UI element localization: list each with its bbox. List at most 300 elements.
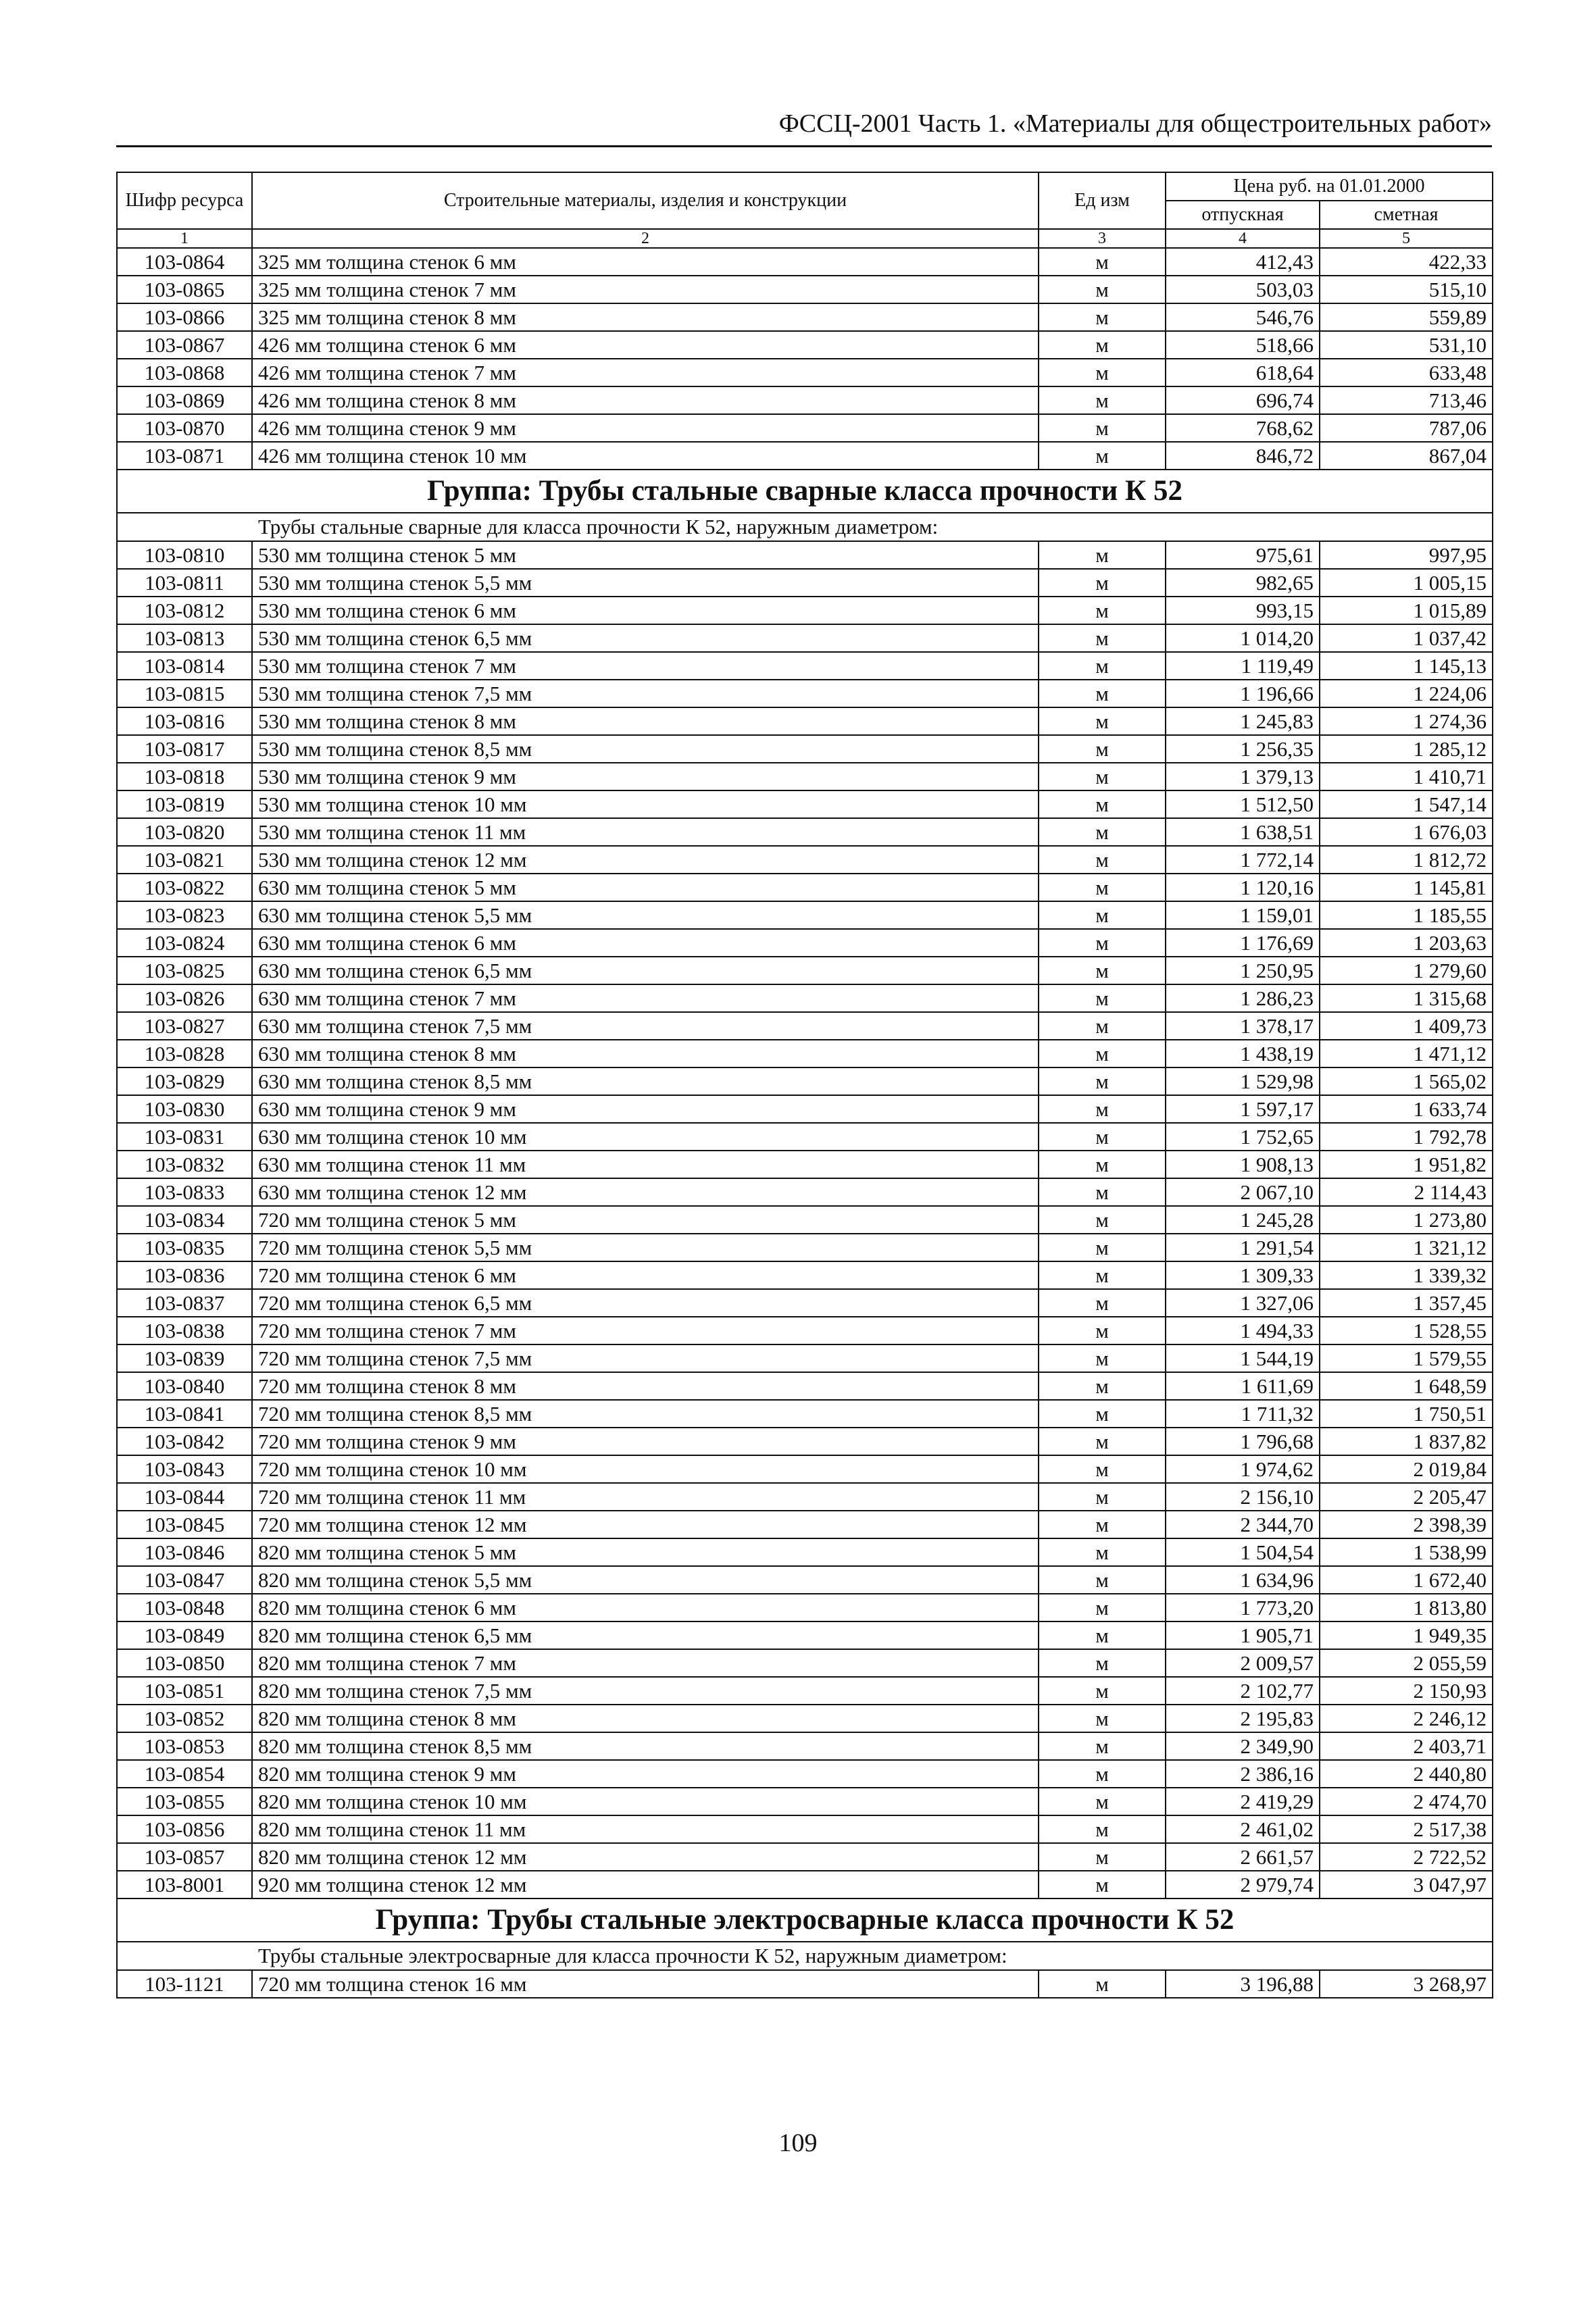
- unit: м: [1039, 303, 1166, 331]
- release-price: 1 772,14: [1166, 846, 1320, 874]
- resource-code: 103-0855: [117, 1788, 252, 1815]
- release-price: 1 597,17: [1166, 1095, 1320, 1123]
- release-price: 982,65: [1166, 569, 1320, 597]
- table-row: [117, 1317, 1493, 1344]
- estimate-price: 1 410,71: [1320, 763, 1493, 790]
- material-name: 820 мм толщина стенок 9 мм: [252, 1760, 1039, 1788]
- estimate-price: 1 792,78: [1320, 1123, 1493, 1151]
- table-row: [117, 1178, 1493, 1206]
- release-price: 846,72: [1166, 442, 1320, 470]
- material-name: 720 мм толщина стенок 8,5 мм: [252, 1400, 1039, 1428]
- resource-code: 103-0865: [117, 276, 252, 303]
- release-price: 1 544,19: [1166, 1344, 1320, 1372]
- unit: м: [1039, 442, 1166, 470]
- material-name: 720 мм толщина стенок 12 мм: [252, 1511, 1039, 1538]
- resource-code: 103-0870: [117, 414, 252, 442]
- release-price: 1 327,06: [1166, 1289, 1320, 1317]
- unit: м: [1039, 1317, 1166, 1344]
- release-price: 1 711,32: [1166, 1400, 1320, 1428]
- table-row: [117, 735, 1493, 763]
- material-name: 530 мм толщина стенок 8 мм: [252, 707, 1039, 735]
- estimate-price: 1 538,99: [1320, 1538, 1493, 1566]
- unit: м: [1039, 1040, 1166, 1067]
- release-price: 1 905,71: [1166, 1621, 1320, 1649]
- unit: м: [1039, 1206, 1166, 1234]
- estimate-price: 867,04: [1320, 442, 1493, 470]
- resource-code: 103-0840: [117, 1372, 252, 1400]
- resource-code: 103-0847: [117, 1566, 252, 1594]
- resource-code: 103-0849: [117, 1621, 252, 1649]
- page-number: 109: [778, 2129, 818, 2157]
- unit: м: [1039, 1067, 1166, 1095]
- material-name: 530 мм толщина стенок 12 мм: [252, 846, 1039, 874]
- material-name: 720 мм толщина стенок 9 мм: [252, 1428, 1039, 1455]
- header-rule: [116, 145, 1492, 147]
- unit: м: [1039, 331, 1166, 359]
- table-row: [117, 359, 1493, 386]
- resource-code: 103-0866: [117, 303, 252, 331]
- resource-code: 103-0846: [117, 1538, 252, 1566]
- release-price: 1 504,54: [1166, 1538, 1320, 1566]
- unit: м: [1039, 1815, 1166, 1843]
- unit: м: [1039, 1289, 1166, 1317]
- unit: м: [1039, 1234, 1166, 1261]
- material-name: 530 мм толщина стенок 9 мм: [252, 763, 1039, 790]
- table-row: [117, 1344, 1493, 1372]
- release-price: 1 256,35: [1166, 735, 1320, 763]
- material-name: 720 мм толщина стенок 7,5 мм: [252, 1344, 1039, 1372]
- table-row: [117, 1970, 1493, 1998]
- estimate-price: 531,10: [1320, 331, 1493, 359]
- material-name: 820 мм толщина стенок 5,5 мм: [252, 1566, 1039, 1594]
- table-row: [117, 957, 1493, 984]
- material-name: 720 мм толщина стенок 5,5 мм: [252, 1234, 1039, 1261]
- material-name: 630 мм толщина стенок 10 мм: [252, 1123, 1039, 1151]
- estimate-price: 1 528,55: [1320, 1317, 1493, 1344]
- material-name: 630 мм толщина стенок 11 мм: [252, 1151, 1039, 1178]
- release-price: 1 611,69: [1166, 1372, 1320, 1400]
- material-name: 325 мм толщина стенок 8 мм: [252, 303, 1039, 331]
- estimate-price: 1 285,12: [1320, 735, 1493, 763]
- estimate-price: 1 837,82: [1320, 1428, 1493, 1455]
- estimate-price: 1 185,55: [1320, 901, 1493, 929]
- release-price: 696,74: [1166, 386, 1320, 414]
- resource-code: 103-0848: [117, 1594, 252, 1621]
- resource-code: 103-0819: [117, 790, 252, 818]
- release-price: 1 196,66: [1166, 680, 1320, 707]
- resource-code: 103-0837: [117, 1289, 252, 1317]
- table-row: [117, 1123, 1493, 1151]
- release-price: 768,62: [1166, 414, 1320, 442]
- material-name: 630 мм толщина стенок 8,5 мм: [252, 1067, 1039, 1095]
- resource-code: 103-0833: [117, 1178, 252, 1206]
- resource-code: 103-0838: [117, 1317, 252, 1344]
- resource-code: 103-0822: [117, 874, 252, 901]
- material-name: 820 мм толщина стенок 6,5 мм: [252, 1621, 1039, 1649]
- release-price: 518,66: [1166, 331, 1320, 359]
- table-row: [117, 1871, 1493, 1898]
- estimate-price: 1 015,89: [1320, 597, 1493, 624]
- resource-code: 103-0841: [117, 1400, 252, 1428]
- unit: м: [1039, 1511, 1166, 1538]
- table-body: [117, 248, 1493, 1998]
- release-price: 1 529,98: [1166, 1067, 1320, 1095]
- release-price: 1 378,17: [1166, 1012, 1320, 1040]
- release-price: 1 159,01: [1166, 901, 1320, 929]
- material-name: 720 мм толщина стенок 11 мм: [252, 1483, 1039, 1511]
- estimate-price: 2 722,52: [1320, 1843, 1493, 1871]
- estimate-price: 1 648,59: [1320, 1372, 1493, 1400]
- unit: м: [1039, 1566, 1166, 1594]
- table-row: [117, 1538, 1493, 1566]
- table-row: [117, 1372, 1493, 1400]
- unit: м: [1039, 1970, 1166, 1998]
- table-row: [117, 874, 1493, 901]
- unit: м: [1039, 1428, 1166, 1455]
- unit: м: [1039, 1705, 1166, 1732]
- table-row: [117, 1095, 1493, 1123]
- resource-code: 103-0854: [117, 1760, 252, 1788]
- material-name: 720 мм толщина стенок 10 мм: [252, 1455, 1039, 1483]
- unit: м: [1039, 1095, 1166, 1123]
- estimate-price: 1 409,73: [1320, 1012, 1493, 1040]
- release-price: 503,03: [1166, 276, 1320, 303]
- unit: м: [1039, 1372, 1166, 1400]
- material-name: 720 мм толщина стенок 7 мм: [252, 1317, 1039, 1344]
- unit: м: [1039, 1677, 1166, 1705]
- unit: м: [1039, 1400, 1166, 1428]
- unit: м: [1039, 1732, 1166, 1760]
- col-number: 3: [1039, 229, 1166, 248]
- estimate-price: 1 339,32: [1320, 1261, 1493, 1289]
- resource-code: 103-0820: [117, 818, 252, 846]
- page-header: ФССЦ-2001 Часть 1. «Материалы для общестроительных работ»: [778, 109, 1492, 138]
- material-name: 720 мм толщина стенок 5 мм: [252, 1206, 1039, 1234]
- release-price: 2 009,57: [1166, 1649, 1320, 1677]
- estimate-price: 2 398,39: [1320, 1511, 1493, 1538]
- release-price: 2 461,02: [1166, 1815, 1320, 1843]
- resource-code: 103-0843: [117, 1455, 252, 1483]
- group-description: Трубы стальные сварные для класса прочности К 52, наружным диаметром:: [117, 513, 1493, 541]
- table-row: [117, 1455, 1493, 1483]
- unit: м: [1039, 680, 1166, 707]
- table-row: [117, 1234, 1493, 1261]
- resource-code: 103-0856: [117, 1815, 252, 1843]
- material-name: 630 мм толщина стенок 12 мм: [252, 1178, 1039, 1206]
- resource-code: 103-0824: [117, 929, 252, 957]
- resource-code: 103-0845: [117, 1511, 252, 1538]
- material-name: 325 мм толщина стенок 7 мм: [252, 276, 1039, 303]
- unit: м: [1039, 1178, 1166, 1206]
- resource-code: 103-0836: [117, 1261, 252, 1289]
- resource-code: 103-0868: [117, 359, 252, 386]
- group-title-row: [117, 470, 1493, 513]
- resource-code: 103-0832: [117, 1151, 252, 1178]
- table-row: [117, 1788, 1493, 1815]
- resource-code: 103-0821: [117, 846, 252, 874]
- table-row: [117, 1705, 1493, 1732]
- material-name: 820 мм толщина стенок 12 мм: [252, 1843, 1039, 1871]
- estimate-price: 787,06: [1320, 414, 1493, 442]
- unit: м: [1039, 1151, 1166, 1178]
- release-price: 2 156,10: [1166, 1483, 1320, 1511]
- col-number: 2: [252, 229, 1039, 248]
- release-price: 1 291,54: [1166, 1234, 1320, 1261]
- release-price: 1 250,95: [1166, 957, 1320, 984]
- table-row: [117, 276, 1493, 303]
- resource-code: 103-0812: [117, 597, 252, 624]
- table-row: [117, 1843, 1493, 1871]
- resource-code: 103-0817: [117, 735, 252, 763]
- col-header-release-price: отпускная: [1166, 201, 1320, 229]
- col-number: 5: [1320, 229, 1493, 248]
- estimate-price: 1 949,35: [1320, 1621, 1493, 1649]
- resource-code: 103-0825: [117, 957, 252, 984]
- estimate-price: 2 474,70: [1320, 1788, 1493, 1815]
- estimate-price: 1 145,81: [1320, 874, 1493, 901]
- resource-code: 103-0818: [117, 763, 252, 790]
- table-row: [117, 442, 1493, 470]
- estimate-price: 1 315,68: [1320, 984, 1493, 1012]
- estimate-price: 1 321,12: [1320, 1234, 1493, 1261]
- resource-code: 103-0842: [117, 1428, 252, 1455]
- resource-code: 103-0835: [117, 1234, 252, 1261]
- resource-code: 103-0857: [117, 1843, 252, 1871]
- table-row: [117, 1400, 1493, 1428]
- release-price: 1 634,96: [1166, 1566, 1320, 1594]
- estimate-price: 422,33: [1320, 248, 1493, 276]
- release-price: 2 067,10: [1166, 1178, 1320, 1206]
- table-row: [117, 1261, 1493, 1289]
- table-row: [117, 624, 1493, 652]
- material-name: 920 мм толщина стенок 12 мм: [252, 1871, 1039, 1898]
- estimate-price: 1 279,60: [1320, 957, 1493, 984]
- table-row: [117, 541, 1493, 569]
- release-price: 2 979,74: [1166, 1871, 1320, 1898]
- release-price: 1 120,16: [1166, 874, 1320, 901]
- estimate-price: 1 547,14: [1320, 790, 1493, 818]
- unit: м: [1039, 1649, 1166, 1677]
- table-row: [117, 1511, 1493, 1538]
- material-name: 630 мм толщина стенок 6 мм: [252, 929, 1039, 957]
- material-name: 426 мм толщина стенок 7 мм: [252, 359, 1039, 386]
- release-price: 1 245,83: [1166, 707, 1320, 735]
- estimate-price: 2 205,47: [1320, 1483, 1493, 1511]
- table-row: [117, 1151, 1493, 1178]
- resource-code: 103-0811: [117, 569, 252, 597]
- release-price: 1 286,23: [1166, 984, 1320, 1012]
- unit: м: [1039, 597, 1166, 624]
- material-name: 630 мм толщина стенок 7 мм: [252, 984, 1039, 1012]
- resource-code: 103-0830: [117, 1095, 252, 1123]
- estimate-price: 1 005,15: [1320, 569, 1493, 597]
- price-table: [116, 172, 1493, 1998]
- unit: м: [1039, 386, 1166, 414]
- release-price: 618,64: [1166, 359, 1320, 386]
- group-title: Группа: Трубы стальные сварные класса прочности К 52: [117, 470, 1493, 513]
- release-price: 3 196,88: [1166, 1970, 1320, 1998]
- estimate-price: 1 145,13: [1320, 652, 1493, 680]
- unit: м: [1039, 763, 1166, 790]
- material-name: 530 мм толщина стенок 11 мм: [252, 818, 1039, 846]
- col-header-price: Цена руб. на 01.01.2000: [1166, 172, 1493, 201]
- col-header-unit: Ед изм: [1039, 172, 1166, 229]
- material-name: 820 мм толщина стенок 6 мм: [252, 1594, 1039, 1621]
- resource-code: 103-0823: [117, 901, 252, 929]
- table-row: [117, 1760, 1493, 1788]
- estimate-price: 1 672,40: [1320, 1566, 1493, 1594]
- material-name: 325 мм толщина стенок 6 мм: [252, 248, 1039, 276]
- table-row: [117, 1040, 1493, 1067]
- estimate-price: 1 224,06: [1320, 680, 1493, 707]
- table-row: [117, 331, 1493, 359]
- estimate-price: 3 047,97: [1320, 1871, 1493, 1898]
- resource-code: 103-0828: [117, 1040, 252, 1067]
- unit: м: [1039, 1788, 1166, 1815]
- estimate-price: 1 273,80: [1320, 1206, 1493, 1234]
- unit: м: [1039, 1621, 1166, 1649]
- release-price: 2 419,29: [1166, 1788, 1320, 1815]
- estimate-price: 515,10: [1320, 276, 1493, 303]
- material-name: 630 мм толщина стенок 7,5 мм: [252, 1012, 1039, 1040]
- release-price: 1 176,69: [1166, 929, 1320, 957]
- material-name: 530 мм толщина стенок 5,5 мм: [252, 569, 1039, 597]
- release-price: 1 796,68: [1166, 1428, 1320, 1455]
- group-description-row: [117, 1942, 1493, 1970]
- material-name: 820 мм толщина стенок 8 мм: [252, 1705, 1039, 1732]
- release-price: 1 245,28: [1166, 1206, 1320, 1234]
- table-row: [117, 790, 1493, 818]
- estimate-price: 1 357,45: [1320, 1289, 1493, 1317]
- estimate-price: 1 203,63: [1320, 929, 1493, 957]
- material-name: 426 мм толщина стенок 10 мм: [252, 442, 1039, 470]
- table-row: [117, 597, 1493, 624]
- release-price: 993,15: [1166, 597, 1320, 624]
- group-description-row: [117, 513, 1493, 541]
- resource-code: 103-0829: [117, 1067, 252, 1095]
- material-name: 720 мм толщина стенок 6 мм: [252, 1261, 1039, 1289]
- estimate-price: 1 633,74: [1320, 1095, 1493, 1123]
- estimate-price: 1 579,55: [1320, 1344, 1493, 1372]
- unit: м: [1039, 1455, 1166, 1483]
- table-row: [117, 386, 1493, 414]
- release-price: 412,43: [1166, 248, 1320, 276]
- estimate-price: 2 440,80: [1320, 1760, 1493, 1788]
- col-number: 4: [1166, 229, 1320, 248]
- unit: м: [1039, 541, 1166, 569]
- unit: м: [1039, 901, 1166, 929]
- table-row: [117, 901, 1493, 929]
- resource-code: 103-1121: [117, 1970, 252, 1998]
- release-price: 1 309,33: [1166, 1261, 1320, 1289]
- resource-code: 103-0852: [117, 1705, 252, 1732]
- table-row: [117, 763, 1493, 790]
- unit: м: [1039, 846, 1166, 874]
- unit: м: [1039, 818, 1166, 846]
- table-row: [117, 1289, 1493, 1317]
- table-row: [117, 248, 1493, 276]
- unit: м: [1039, 1261, 1166, 1289]
- unit: м: [1039, 276, 1166, 303]
- resource-code: 103-8001: [117, 1871, 252, 1898]
- table-row: [117, 303, 1493, 331]
- estimate-price: 1 813,80: [1320, 1594, 1493, 1621]
- unit: м: [1039, 707, 1166, 735]
- unit: м: [1039, 874, 1166, 901]
- resource-code: 103-0826: [117, 984, 252, 1012]
- group-title-row: [117, 1898, 1493, 1942]
- unit: м: [1039, 984, 1166, 1012]
- release-price: 1 438,19: [1166, 1040, 1320, 1067]
- release-price: 2 195,83: [1166, 1705, 1320, 1732]
- unit: м: [1039, 735, 1166, 763]
- release-price: 1 014,20: [1166, 624, 1320, 652]
- resource-code: 103-0853: [117, 1732, 252, 1760]
- unit: м: [1039, 1012, 1166, 1040]
- resource-code: 103-0871: [117, 442, 252, 470]
- estimate-price: 633,48: [1320, 359, 1493, 386]
- table-row: [117, 1677, 1493, 1705]
- unit: м: [1039, 569, 1166, 597]
- material-name: 530 мм толщина стенок 7 мм: [252, 652, 1039, 680]
- table-row: [117, 1732, 1493, 1760]
- material-name: 820 мм толщина стенок 8,5 мм: [252, 1732, 1039, 1760]
- estimate-price: 997,95: [1320, 541, 1493, 569]
- estimate-price: 1 676,03: [1320, 818, 1493, 846]
- table-row: [117, 1566, 1493, 1594]
- release-price: 2 661,57: [1166, 1843, 1320, 1871]
- group-description: Трубы стальные электросварные для класса прочности К 52, наружным диаметром:: [117, 1942, 1493, 1970]
- release-price: 1 908,13: [1166, 1151, 1320, 1178]
- table-row: [117, 414, 1493, 442]
- estimate-price: 1 037,42: [1320, 624, 1493, 652]
- material-name: 530 мм толщина стенок 10 мм: [252, 790, 1039, 818]
- estimate-price: 2 019,84: [1320, 1455, 1493, 1483]
- resource-code: 103-0844: [117, 1483, 252, 1511]
- release-price: 1 638,51: [1166, 818, 1320, 846]
- table-row: [117, 1649, 1493, 1677]
- material-name: 530 мм толщина стенок 6,5 мм: [252, 624, 1039, 652]
- material-name: 720 мм толщина стенок 6,5 мм: [252, 1289, 1039, 1317]
- material-name: 426 мм толщина стенок 8 мм: [252, 386, 1039, 414]
- estimate-price: 713,46: [1320, 386, 1493, 414]
- material-name: 720 мм толщина стенок 8 мм: [252, 1372, 1039, 1400]
- estimate-price: 1 812,72: [1320, 846, 1493, 874]
- estimate-price: 2 055,59: [1320, 1649, 1493, 1677]
- release-price: 2 102,77: [1166, 1677, 1320, 1705]
- table-row: [117, 1483, 1493, 1511]
- estimate-price: 1 274,36: [1320, 707, 1493, 735]
- unit: м: [1039, 359, 1166, 386]
- material-name: 426 мм толщина стенок 6 мм: [252, 331, 1039, 359]
- material-name: 820 мм толщина стенок 11 мм: [252, 1815, 1039, 1843]
- estimate-price: 2 114,43: [1320, 1178, 1493, 1206]
- material-name: 530 мм толщина стенок 7,5 мм: [252, 680, 1039, 707]
- unit: м: [1039, 1483, 1166, 1511]
- table-row: [117, 569, 1493, 597]
- resource-code: 103-0816: [117, 707, 252, 735]
- material-name: 820 мм толщина стенок 5 мм: [252, 1538, 1039, 1566]
- unit: м: [1039, 1538, 1166, 1566]
- table-row: [117, 984, 1493, 1012]
- table-row: [117, 707, 1493, 735]
- material-name: 820 мм толщина стенок 7,5 мм: [252, 1677, 1039, 1705]
- unit: м: [1039, 414, 1166, 442]
- table-row: [117, 1815, 1493, 1843]
- unit: м: [1039, 1760, 1166, 1788]
- resource-code: 103-0869: [117, 386, 252, 414]
- material-name: 720 мм толщина стенок 16 мм: [252, 1970, 1039, 1998]
